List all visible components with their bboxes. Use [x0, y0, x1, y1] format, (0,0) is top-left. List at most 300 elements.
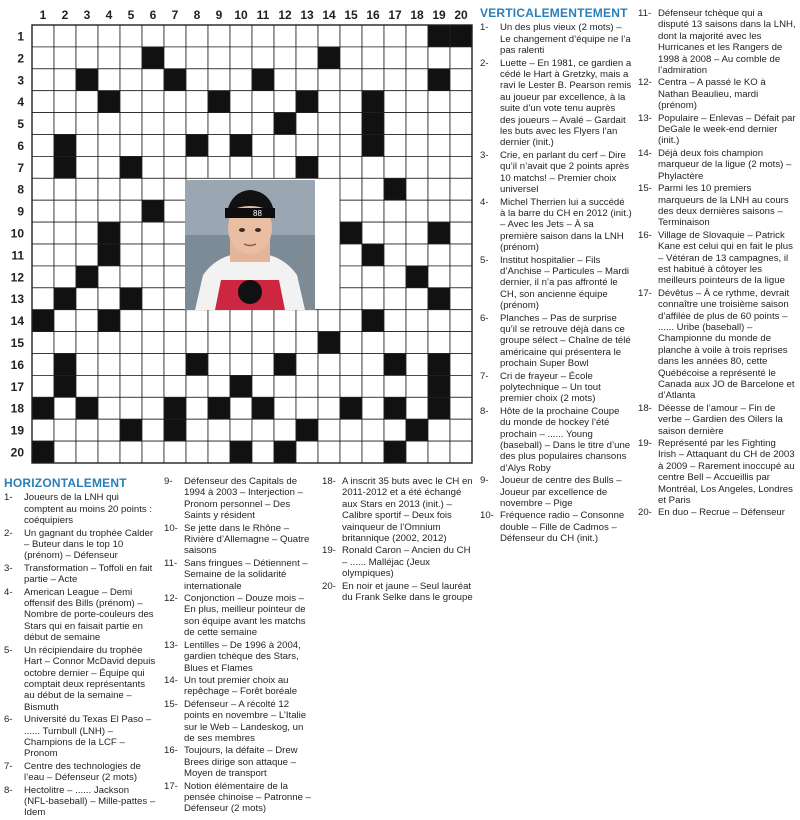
grid-cell[interactable]	[120, 375, 142, 397]
grid-cell[interactable]	[54, 91, 76, 113]
grid-cell[interactable]	[54, 47, 76, 69]
grid-cell[interactable]	[186, 397, 208, 419]
grid-cell[interactable]	[252, 419, 274, 441]
grid-cell[interactable]	[406, 354, 428, 376]
grid-cell[interactable]	[428, 91, 450, 113]
grid-cell[interactable]	[32, 25, 54, 47]
grid-cell[interactable]	[208, 310, 230, 332]
grid-cell[interactable]	[98, 288, 120, 310]
grid-cell[interactable]	[142, 178, 164, 200]
grid-cell[interactable]	[296, 113, 318, 135]
grid-cell[interactable]	[54, 310, 76, 332]
grid-cell[interactable]	[164, 25, 186, 47]
grid-cell[interactable]	[98, 266, 120, 288]
grid-cell[interactable]	[450, 266, 472, 288]
grid-cell[interactable]	[362, 156, 384, 178]
grid-cell[interactable]	[450, 354, 472, 376]
grid-cell[interactable]	[186, 332, 208, 354]
grid-cell[interactable]	[450, 222, 472, 244]
grid-cell[interactable]	[208, 135, 230, 157]
grid-cell[interactable]	[384, 47, 406, 69]
grid-cell[interactable]	[142, 288, 164, 310]
grid-cell[interactable]	[384, 222, 406, 244]
grid-cell[interactable]	[208, 419, 230, 441]
grid-cell[interactable]	[230, 419, 252, 441]
grid-cell[interactable]	[120, 91, 142, 113]
grid-cell[interactable]	[54, 244, 76, 266]
grid-cell[interactable]	[32, 156, 54, 178]
row-number: 18	[10, 401, 24, 416]
grid-cell[interactable]	[98, 419, 120, 441]
black-cell	[164, 419, 186, 441]
grid-cell[interactable]	[406, 222, 428, 244]
grid-cell[interactable]	[340, 47, 362, 69]
grid-cell[interactable]	[450, 244, 472, 266]
grid-cell[interactable]	[384, 200, 406, 222]
grid-cell[interactable]	[98, 25, 120, 47]
grid-cell[interactable]	[120, 135, 142, 157]
grid-cell[interactable]	[384, 69, 406, 91]
grid-cell[interactable]	[252, 332, 274, 354]
grid-cell[interactable]	[54, 200, 76, 222]
grid-cell[interactable]	[318, 310, 340, 332]
grid-cell[interactable]	[274, 47, 296, 69]
grid-cell[interactable]	[384, 419, 406, 441]
grid-cell[interactable]	[120, 25, 142, 47]
grid-cell[interactable]	[142, 156, 164, 178]
grid-cell[interactable]	[230, 25, 252, 47]
grid-cell[interactable]	[164, 113, 186, 135]
grid-cell[interactable]	[186, 91, 208, 113]
grid-cell[interactable]	[120, 397, 142, 419]
grid-cell[interactable]	[296, 25, 318, 47]
grid-cell[interactable]	[450, 288, 472, 310]
grid-cell[interactable]	[406, 310, 428, 332]
grid-cell[interactable]	[164, 178, 186, 200]
grid-cell[interactable]	[406, 397, 428, 419]
grid-cell[interactable]	[340, 266, 362, 288]
grid-cell[interactable]	[384, 266, 406, 288]
grid-cell[interactable]	[340, 332, 362, 354]
grid-cell[interactable]	[406, 375, 428, 397]
grid-cell[interactable]	[450, 375, 472, 397]
grid-cell[interactable]	[120, 441, 142, 463]
grid-cell[interactable]	[54, 113, 76, 135]
grid-cell[interactable]	[384, 375, 406, 397]
grid-cell[interactable]	[164, 91, 186, 113]
grid-cell[interactable]	[230, 156, 252, 178]
grid-cell[interactable]	[76, 113, 98, 135]
grid-cell[interactable]	[230, 47, 252, 69]
grid-cell[interactable]	[384, 288, 406, 310]
grid-cell[interactable]	[164, 441, 186, 463]
grid-cell[interactable]	[362, 441, 384, 463]
grid-cell[interactable]	[406, 47, 428, 69]
grid-cell[interactable]	[186, 113, 208, 135]
grid-cell[interactable]	[340, 441, 362, 463]
grid-cell[interactable]	[450, 69, 472, 91]
grid-cell[interactable]	[252, 113, 274, 135]
grid-cell[interactable]	[142, 135, 164, 157]
grid-cell[interactable]	[186, 47, 208, 69]
grid-cell[interactable]	[340, 375, 362, 397]
grid-cell[interactable]	[362, 69, 384, 91]
grid-cell[interactable]	[428, 156, 450, 178]
grid-cell[interactable]	[362, 178, 384, 200]
grid-cell[interactable]	[32, 200, 54, 222]
grid-cell[interactable]	[208, 25, 230, 47]
grid-cell[interactable]	[54, 69, 76, 91]
grid-cell[interactable]	[274, 25, 296, 47]
grid-cell[interactable]	[208, 47, 230, 69]
grid-cell[interactable]	[98, 135, 120, 157]
grid-cell[interactable]	[230, 332, 252, 354]
grid-cell[interactable]	[98, 375, 120, 397]
grid-cell[interactable]	[208, 332, 230, 354]
grid-cell[interactable]	[32, 332, 54, 354]
grid-cell[interactable]	[296, 375, 318, 397]
grid-cell[interactable]	[406, 135, 428, 157]
grid-cell[interactable]	[252, 375, 274, 397]
grid-cell[interactable]	[230, 113, 252, 135]
grid-cell[interactable]	[296, 397, 318, 419]
grid-cell[interactable]	[142, 91, 164, 113]
grid-cell[interactable]	[274, 419, 296, 441]
grid-cell[interactable]	[450, 156, 472, 178]
grid-cell[interactable]	[274, 375, 296, 397]
grid-cell[interactable]	[406, 288, 428, 310]
grid-cell[interactable]	[98, 156, 120, 178]
grid-cell[interactable]	[120, 47, 142, 69]
grid-cell[interactable]	[274, 69, 296, 91]
grid-cell[interactable]	[120, 200, 142, 222]
grid-cell[interactable]	[32, 375, 54, 397]
grid-cell[interactable]	[32, 419, 54, 441]
grid-cell[interactable]	[230, 310, 252, 332]
grid-cell[interactable]	[362, 419, 384, 441]
grid-cell[interactable]	[142, 244, 164, 266]
grid-cell[interactable]	[32, 113, 54, 135]
grid-cell[interactable]	[362, 375, 384, 397]
grid-cell[interactable]	[54, 178, 76, 200]
grid-cell[interactable]	[318, 156, 340, 178]
grid-cell[interactable]	[340, 135, 362, 157]
grid-cell[interactable]	[164, 375, 186, 397]
grid-cell[interactable]	[142, 397, 164, 419]
grid-cell[interactable]	[32, 47, 54, 69]
grid-cell[interactable]	[32, 178, 54, 200]
grid-cell[interactable]	[362, 288, 384, 310]
grid-cell[interactable]	[98, 69, 120, 91]
grid-cell[interactable]	[340, 419, 362, 441]
grid-cell[interactable]	[76, 135, 98, 157]
grid-cell[interactable]	[340, 310, 362, 332]
grid-cell[interactable]	[252, 135, 274, 157]
grid-cell[interactable]	[54, 25, 76, 47]
grid-cell[interactable]	[208, 113, 230, 135]
grid-cell[interactable]	[142, 25, 164, 47]
grid-cell[interactable]	[340, 91, 362, 113]
grid-cell[interactable]	[164, 200, 186, 222]
grid-cell[interactable]	[98, 441, 120, 463]
grid-cell[interactable]	[384, 25, 406, 47]
grid-cell[interactable]	[362, 200, 384, 222]
grid-cell[interactable]	[164, 332, 186, 354]
grid-cell[interactable]	[186, 310, 208, 332]
grid-cell[interactable]	[406, 200, 428, 222]
grid-cell[interactable]	[32, 354, 54, 376]
grid-cell[interactable]	[318, 441, 340, 463]
grid-cell[interactable]	[428, 310, 450, 332]
grid-cell[interactable]	[120, 332, 142, 354]
grid-cell[interactable]	[76, 156, 98, 178]
grid-cell[interactable]	[384, 113, 406, 135]
grid-cell[interactable]	[340, 156, 362, 178]
grid-cell[interactable]	[76, 441, 98, 463]
grid-cell[interactable]	[142, 113, 164, 135]
grid-cell[interactable]	[186, 25, 208, 47]
grid-cell[interactable]	[230, 91, 252, 113]
grid-cell[interactable]	[428, 419, 450, 441]
grid-cell[interactable]	[164, 288, 186, 310]
grid-cell[interactable]	[76, 47, 98, 69]
grid-cell[interactable]	[340, 200, 362, 222]
grid-cell[interactable]	[296, 441, 318, 463]
grid-cell[interactable]	[428, 441, 450, 463]
grid-cell[interactable]	[340, 113, 362, 135]
grid-cell[interactable]	[318, 91, 340, 113]
grid-cell[interactable]	[164, 244, 186, 266]
grid-cell[interactable]	[142, 332, 164, 354]
grid-cell[interactable]	[362, 354, 384, 376]
grid-cell[interactable]	[252, 441, 274, 463]
grid-cell[interactable]	[164, 222, 186, 244]
grid-cell[interactable]	[32, 135, 54, 157]
grid-cell[interactable]	[362, 266, 384, 288]
grid-cell[interactable]	[32, 288, 54, 310]
grid-cell[interactable]	[428, 200, 450, 222]
grid-cell[interactable]	[98, 200, 120, 222]
grid-cell[interactable]	[340, 178, 362, 200]
grid-cell[interactable]	[76, 288, 98, 310]
grid-cell[interactable]	[142, 266, 164, 288]
grid-cell[interactable]	[186, 375, 208, 397]
grid-cell[interactable]	[296, 332, 318, 354]
grid-cell[interactable]	[384, 310, 406, 332]
grid-cell[interactable]	[252, 310, 274, 332]
grid-cell[interactable]	[406, 156, 428, 178]
grid-cell[interactable]	[98, 397, 120, 419]
grid-cell[interactable]	[450, 419, 472, 441]
grid-cell[interactable]	[120, 266, 142, 288]
grid-cell[interactable]	[208, 375, 230, 397]
grid-cell[interactable]	[450, 332, 472, 354]
grid-cell[interactable]	[384, 156, 406, 178]
grid-cell[interactable]	[384, 244, 406, 266]
grid-cell[interactable]	[120, 113, 142, 135]
grid-cell[interactable]	[340, 244, 362, 266]
grid-cell[interactable]	[318, 69, 340, 91]
grid-cell[interactable]	[76, 222, 98, 244]
grid-cell[interactable]	[318, 397, 340, 419]
grid-cell[interactable]	[142, 419, 164, 441]
grid-cell[interactable]	[362, 222, 384, 244]
grid-cell[interactable]	[186, 69, 208, 91]
grid-cell[interactable]	[406, 113, 428, 135]
grid-cell[interactable]	[208, 156, 230, 178]
grid-cell[interactable]	[450, 91, 472, 113]
grid-cell[interactable]	[318, 375, 340, 397]
grid-cell[interactable]	[32, 266, 54, 288]
grid-cell[interactable]	[428, 332, 450, 354]
grid-cell[interactable]	[340, 354, 362, 376]
grid-cell[interactable]	[142, 310, 164, 332]
grid-cell[interactable]	[76, 91, 98, 113]
grid-cell[interactable]	[98, 47, 120, 69]
grid-cell[interactable]	[54, 222, 76, 244]
grid-cell[interactable]	[428, 266, 450, 288]
grid-cell[interactable]	[274, 156, 296, 178]
grid-cell[interactable]	[406, 244, 428, 266]
grid-cell[interactable]	[428, 135, 450, 157]
grid-cell[interactable]	[362, 47, 384, 69]
grid-cell[interactable]	[54, 441, 76, 463]
grid-cell[interactable]	[296, 47, 318, 69]
black-cell	[340, 222, 362, 244]
grid-cell[interactable]	[450, 178, 472, 200]
grid-cell[interactable]	[450, 135, 472, 157]
grid-cell[interactable]	[186, 156, 208, 178]
grid-cell[interactable]	[76, 354, 98, 376]
grid-cell[interactable]	[450, 47, 472, 69]
grid-cell[interactable]	[120, 178, 142, 200]
grid-cell[interactable]	[296, 310, 318, 332]
grid-cell[interactable]	[54, 397, 76, 419]
grid-cell[interactable]	[362, 397, 384, 419]
grid-cell[interactable]	[32, 222, 54, 244]
grid-cell[interactable]	[164, 156, 186, 178]
grid-cell[interactable]	[340, 69, 362, 91]
grid-cell[interactable]	[428, 113, 450, 135]
grid-cell[interactable]	[164, 266, 186, 288]
grid-cell[interactable]	[76, 310, 98, 332]
grid-cell[interactable]	[318, 135, 340, 157]
grid-cell[interactable]	[428, 47, 450, 69]
grid-cell[interactable]	[318, 25, 340, 47]
grid-cell[interactable]	[274, 310, 296, 332]
grid-cell[interactable]	[450, 397, 472, 419]
grid-cell[interactable]	[406, 25, 428, 47]
grid-cell[interactable]	[384, 91, 406, 113]
grid-cell[interactable]	[318, 113, 340, 135]
grid-cell[interactable]	[120, 310, 142, 332]
grid-cell[interactable]	[164, 135, 186, 157]
grid-cell[interactable]	[340, 288, 362, 310]
grid-cell[interactable]	[54, 266, 76, 288]
grid-cell[interactable]	[406, 69, 428, 91]
grid-cell[interactable]	[274, 135, 296, 157]
grid-cell[interactable]	[406, 332, 428, 354]
grid-cell[interactable]	[54, 332, 76, 354]
grid-cell[interactable]	[98, 332, 120, 354]
grid-cell[interactable]	[98, 354, 120, 376]
grid-cell[interactable]	[362, 25, 384, 47]
grid-cell[interactable]	[428, 244, 450, 266]
grid-cell[interactable]	[296, 135, 318, 157]
grid-cell[interactable]	[142, 222, 164, 244]
grid-cell[interactable]	[186, 441, 208, 463]
grid-cell[interactable]	[142, 375, 164, 397]
grid-cell[interactable]	[186, 419, 208, 441]
grid-cell[interactable]	[406, 91, 428, 113]
grid-cell[interactable]	[450, 441, 472, 463]
grid-cell[interactable]	[252, 47, 274, 69]
grid-cell[interactable]	[32, 244, 54, 266]
grid-cell[interactable]	[76, 244, 98, 266]
grid-cell[interactable]	[318, 419, 340, 441]
grid-cell[interactable]	[230, 397, 252, 419]
grid-cell[interactable]	[230, 354, 252, 376]
grid-cell[interactable]	[98, 178, 120, 200]
grid-cell[interactable]	[76, 200, 98, 222]
grid-cell[interactable]	[164, 354, 186, 376]
grid-cell[interactable]	[384, 332, 406, 354]
grid-cell[interactable]	[76, 178, 98, 200]
grid-cell[interactable]	[296, 69, 318, 91]
grid-cell[interactable]	[142, 69, 164, 91]
grid-cell[interactable]	[120, 222, 142, 244]
grid-cell[interactable]	[54, 419, 76, 441]
grid-cell[interactable]	[76, 332, 98, 354]
grid-cell[interactable]	[164, 310, 186, 332]
grid-cell[interactable]	[164, 47, 186, 69]
grid-cell[interactable]	[32, 69, 54, 91]
grid-cell[interactable]	[362, 332, 384, 354]
grid-cell[interactable]	[208, 354, 230, 376]
grid-cell[interactable]	[142, 441, 164, 463]
grid-cell[interactable]	[252, 25, 274, 47]
grid-cell[interactable]	[120, 244, 142, 266]
grid-cell[interactable]	[450, 310, 472, 332]
grid-cell[interactable]	[230, 69, 252, 91]
grid-cell[interactable]	[76, 375, 98, 397]
grid-cell[interactable]	[428, 178, 450, 200]
grid-cell[interactable]	[274, 397, 296, 419]
grid-cell[interactable]	[406, 441, 428, 463]
grid-cell[interactable]	[296, 354, 318, 376]
grid-cell[interactable]	[76, 25, 98, 47]
grid-cell[interactable]	[340, 25, 362, 47]
grid-cell[interactable]	[252, 354, 274, 376]
grid-cell[interactable]	[318, 354, 340, 376]
grid-cell[interactable]	[274, 332, 296, 354]
grid-cell[interactable]	[32, 91, 54, 113]
grid-cell[interactable]	[120, 69, 142, 91]
grid-cell[interactable]	[450, 113, 472, 135]
grid-cell[interactable]	[98, 113, 120, 135]
grid-cell[interactable]	[406, 178, 428, 200]
grid-cell[interactable]	[252, 156, 274, 178]
grid-cell[interactable]	[120, 354, 142, 376]
grid-cell[interactable]	[142, 354, 164, 376]
grid-cell[interactable]	[252, 91, 274, 113]
grid-cell[interactable]	[208, 441, 230, 463]
grid-cell[interactable]	[384, 135, 406, 157]
grid-cell[interactable]	[274, 91, 296, 113]
grid-cell[interactable]	[450, 200, 472, 222]
grid-cell[interactable]	[76, 419, 98, 441]
grid-cell[interactable]	[208, 69, 230, 91]
